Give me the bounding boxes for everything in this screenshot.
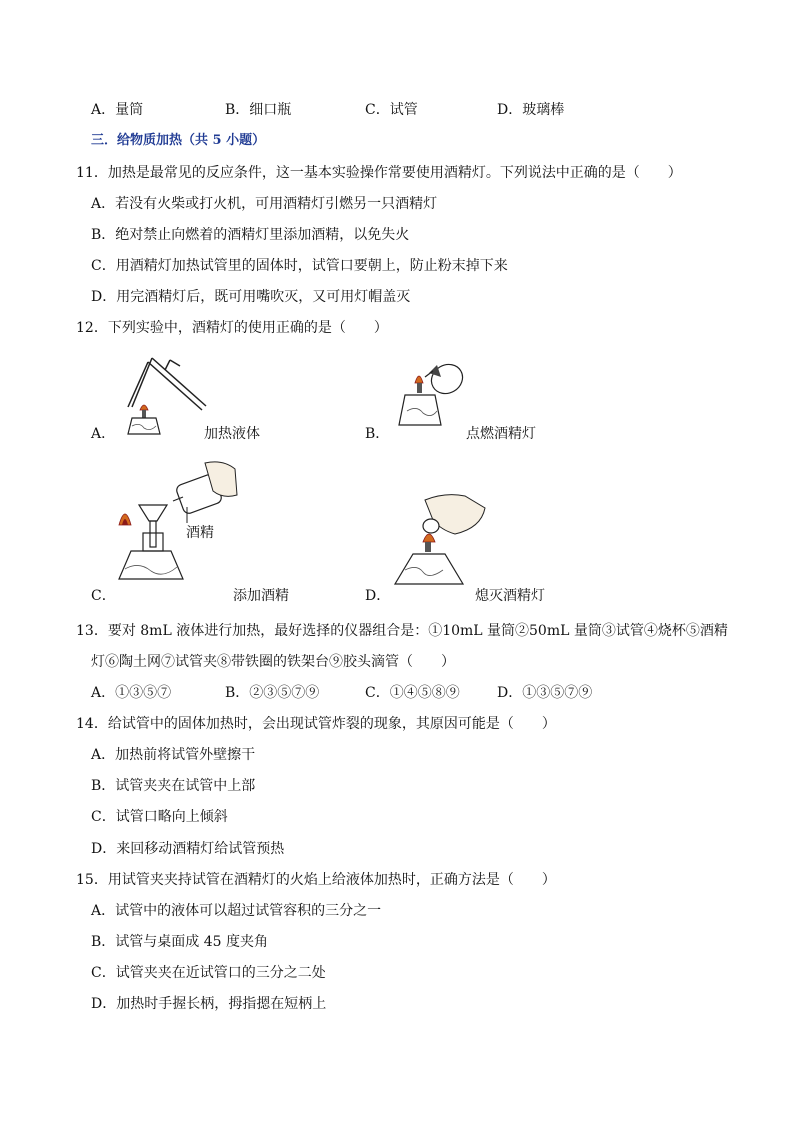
q13-option-c[interactable]: C．①④⑤⑧⑨ bbox=[365, 685, 460, 701]
q11-option-d[interactable]: D．用完酒精灯后，既可用嘴吹灭，又可用灯帽盖灭 bbox=[91, 289, 411, 305]
figure-c-letter[interactable]: C． bbox=[91, 588, 116, 604]
figure-b-letter[interactable]: B． bbox=[365, 426, 390, 442]
question-11-stem: 11．加热是最常见的反应条件，这一基本实验操作常要使用酒精灯。下列说法中正确的是（ ） bbox=[76, 165, 682, 181]
option-b[interactable]: B．细口瓶 bbox=[225, 102, 292, 118]
question-13-stem-line1: 13．要对 8mL 液体进行加热，最好选择的仪器组合是：①10mL 量筒②50mL 量筒③试管④烧杯⑤酒精 bbox=[76, 623, 728, 639]
q11-option-b[interactable]: B．绝对禁止向燃着的酒精灯里添加酒精，以免失火 bbox=[91, 227, 410, 243]
q15-option-d[interactable]: D．加热时手握长柄，拇指摁在短柄上 bbox=[91, 996, 327, 1012]
figure-c-caption: 添加酒精 bbox=[233, 588, 289, 604]
q13-option-b[interactable]: B．②③⑤⑦⑨ bbox=[225, 685, 320, 701]
question-15-stem: 15．用试管夹夹持试管在酒精灯的火焰上给液体加热时，正确方法是（ ） bbox=[76, 872, 556, 888]
figure-c-label: 酒精 bbox=[186, 525, 214, 541]
figure-a-caption: 加热液体 bbox=[204, 426, 260, 442]
q14-option-c[interactable]: C．试管口略向上倾斜 bbox=[91, 809, 228, 825]
question-14-stem: 14．给试管中的固体加热时，会出现试管炸裂的现象，其原因可能是（ ） bbox=[76, 716, 556, 732]
figure-lighting-lamp bbox=[385, 355, 470, 440]
q15-option-a[interactable]: A．试管中的液体可以超过试管容积的三分之一 bbox=[91, 903, 382, 919]
q15-option-c[interactable]: C．试管夹夹在近试管口的三分之二处 bbox=[91, 965, 326, 981]
q15-option-b[interactable]: B．试管与桌面成 45 度夹角 bbox=[91, 934, 269, 950]
question-12-stem: 12．下列实验中，酒精灯的使用正确的是（ ） bbox=[76, 320, 388, 336]
option-a[interactable]: A．量筒 bbox=[91, 102, 144, 118]
figure-extinguishing-lamp bbox=[385, 490, 490, 590]
q14-option-d[interactable]: D．来回移动酒精灯给试管预热 bbox=[91, 841, 285, 857]
figure-d-letter[interactable]: D． bbox=[365, 588, 391, 604]
figure-heating-liquid bbox=[110, 352, 210, 442]
figure-d-caption: 熄灭酒精灯 bbox=[475, 588, 545, 604]
q13-option-a[interactable]: A．①③⑤⑦ bbox=[91, 685, 172, 701]
q14-option-a[interactable]: A．加热前将试管外壁擦干 bbox=[91, 747, 256, 763]
figure-a-letter[interactable]: A． bbox=[91, 426, 116, 442]
q14-option-b[interactable]: B．试管夹夹在试管中上部 bbox=[91, 778, 256, 794]
q11-option-c[interactable]: C．用酒精灯加热试管里的固体时，试管口要朝上，防止粉末掉下来 bbox=[91, 258, 508, 274]
q11-option-a[interactable]: A．若没有火柴或打火机，可用酒精灯引燃另一只酒精灯 bbox=[91, 196, 438, 212]
section-title: 三．给物质加热（共 5 小题） bbox=[91, 133, 266, 148]
option-d[interactable]: D．玻璃棒 bbox=[497, 102, 565, 118]
figure-b-caption: 点燃酒精灯 bbox=[466, 426, 536, 442]
q13-option-d[interactable]: D．①③⑤⑦⑨ bbox=[497, 685, 593, 701]
figure-adding-alcohol bbox=[105, 455, 245, 585]
question-13-stem-line2: 灯⑥陶土网⑦试管夹⑧带铁圈的铁架台⑨胶头滴管（ ） bbox=[91, 654, 455, 670]
option-c[interactable]: C．试管 bbox=[365, 102, 418, 118]
